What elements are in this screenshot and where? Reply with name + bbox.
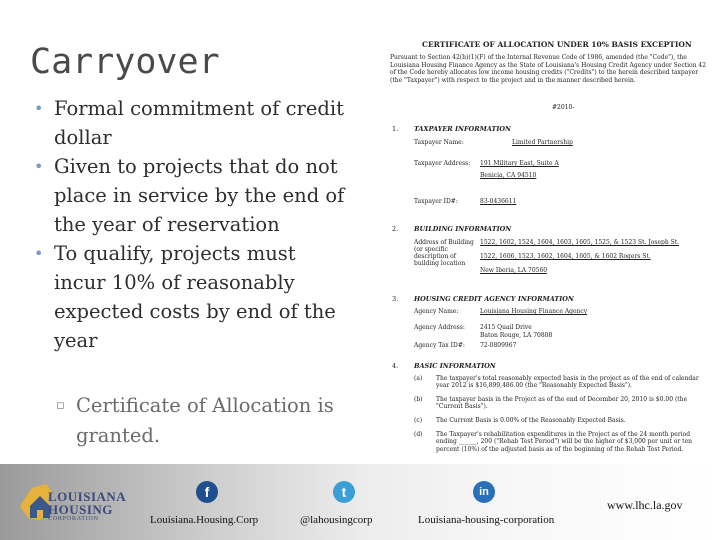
- section-number: 1.: [392, 125, 399, 133]
- section-number: 3.: [392, 295, 399, 303]
- doc-intro: Pursuant to Section 42(h)(1)(F) of the Internal Revenue Code of 1986, amended (the "Code"), the Louisiana Housing Finance Agency as the State of Louisiana's Housing Credit Agency under Section 42 of the Code hereby allocates low income housing credits ("Credits") to the herein described taxpayer (the "Taxpayer") with respect to the project and in the manner described herein.: [390, 54, 707, 84]
- agency-name-label: Agency Name:: [414, 308, 459, 315]
- basic-text: The Current Basis is 0.00% of the Reasonably Expected Basis.: [436, 417, 626, 424]
- basic-text: The taxpayer basis in the Project as of the end of December 20, 2010 is $0.00 (the "Current Basis").: [436, 396, 688, 411]
- facebook-link[interactable]: Louisiana.Housing.Corp: [150, 514, 259, 526]
- linkedin-icon[interactable]: in: [473, 481, 495, 503]
- basic-key: (b): [414, 396, 423, 403]
- bullet-item: [34, 152, 346, 239]
- certificate-document: [382, 32, 712, 464]
- basic-key: (c): [414, 417, 423, 424]
- sub-bullet: [56, 391, 346, 451]
- taxpayer-id-value: 83-0436611: [480, 198, 517, 205]
- sub-bullet-square-icon: ▫: [56, 398, 65, 413]
- doc-heading: CERTIFICATE OF ALLOCATION UNDER 10% BASIS EXCEPTION: [422, 40, 692, 49]
- doc-number: #2010-: [552, 104, 575, 111]
- building-line3: New Iberia, LA 70560: [480, 267, 548, 274]
- agency-tax-value: 72-0809967: [480, 342, 517, 349]
- basic-key: (a): [414, 375, 423, 382]
- logo-line2: HOUSING: [48, 502, 113, 517]
- section-title: TAXPAYER INFORMATION: [414, 125, 511, 133]
- sub-bullet-text: Certificate of Allocation is granted.: [76, 394, 334, 447]
- section-title: HOUSING CREDIT AGENCY INFORMATION: [414, 295, 574, 303]
- basic-text: The Taxpayer's rehabilitation expenditures in the Project as of the 24 month period ending ______, 200 ("Rehab Test Period") will be the higher of $3,000 per unit or ten percent (10%) of the adjusted basis as of the beginning of the Rehab Test Period.: [436, 431, 693, 453]
- taxpayer-address-line1: 191 Military East, Suite A: [480, 160, 559, 167]
- agency-tax-label: Agency Tax ID#:: [414, 342, 465, 349]
- taxpayer-address-line2: Benicia, CA 94510: [480, 172, 537, 179]
- bullet-item: [34, 94, 346, 152]
- bullet-text: Given to projects that do not place in service by the end of the year of reservation: [54, 155, 345, 236]
- section-number: 4.: [392, 362, 399, 370]
- basic-text: The taxpayer's total reasonably expected basis in the project as of the end of calendar year 2012 is $16,899,486.00 (the "Reasonably Expected Basis").: [436, 375, 699, 390]
- linkedin-link[interactable]: Louisiana-housing-corporation: [418, 514, 555, 526]
- taxpayer-name-value: Limited Partnership: [512, 139, 573, 146]
- logo-subtitle: CORPORATION: [48, 516, 99, 522]
- logo-wordmark: [48, 490, 126, 516]
- bullet-dot-icon: •: [34, 244, 44, 263]
- bullet-dot-icon: •: [34, 157, 44, 176]
- building-line2: 1522, 1606, 1523, 1602, 1604, 1605, & 1602 Rogers St.: [480, 253, 651, 260]
- building-address-label: Address of Building (or specific description of building location: [414, 239, 474, 267]
- section-title: BASIC INFORMATION: [414, 362, 496, 370]
- agency-address-line1: 2415 Quail Drive: [480, 324, 532, 331]
- twitter-icon[interactable]: t: [333, 481, 355, 503]
- bullet-list: [34, 94, 346, 355]
- bullet-text: To qualify, projects must incur 10% of reasonably expected costs by end of the year: [54, 242, 336, 352]
- taxpayer-id-label: Taxpayer ID#:: [414, 198, 458, 205]
- facebook-icon[interactable]: f: [196, 481, 218, 503]
- logo-line1: LOUISIANA: [48, 489, 127, 504]
- section-number: 2.: [392, 225, 399, 233]
- agency-address-line2: Baton Rouge, LA 70808: [480, 332, 553, 339]
- bullet-text: Formal commitment of credit dollar: [54, 97, 344, 149]
- taxpayer-address-label: Taxpayer Address:: [414, 160, 471, 167]
- section-title: BUILDING INFORMATION: [414, 225, 512, 233]
- slide-title: Carryover: [30, 42, 220, 82]
- basic-key: (d): [414, 431, 423, 438]
- agency-address-label: Agency Address:: [414, 324, 465, 331]
- agency-name-value: Louisiana Housing Finance Agency: [480, 308, 588, 315]
- building-line1: 1522, 1602, 1524, 1604, 1603, 1605, 1525, & 1523 St. Joseph St.: [480, 239, 680, 246]
- bullet-item: [34, 239, 346, 355]
- bullet-dot-icon: •: [34, 99, 44, 118]
- twitter-link[interactable]: @lahousingcorp: [300, 514, 373, 526]
- taxpayer-name-label: Taxpayer Name:: [414, 139, 464, 146]
- website-link[interactable]: www.lhc.la.gov: [607, 498, 683, 512]
